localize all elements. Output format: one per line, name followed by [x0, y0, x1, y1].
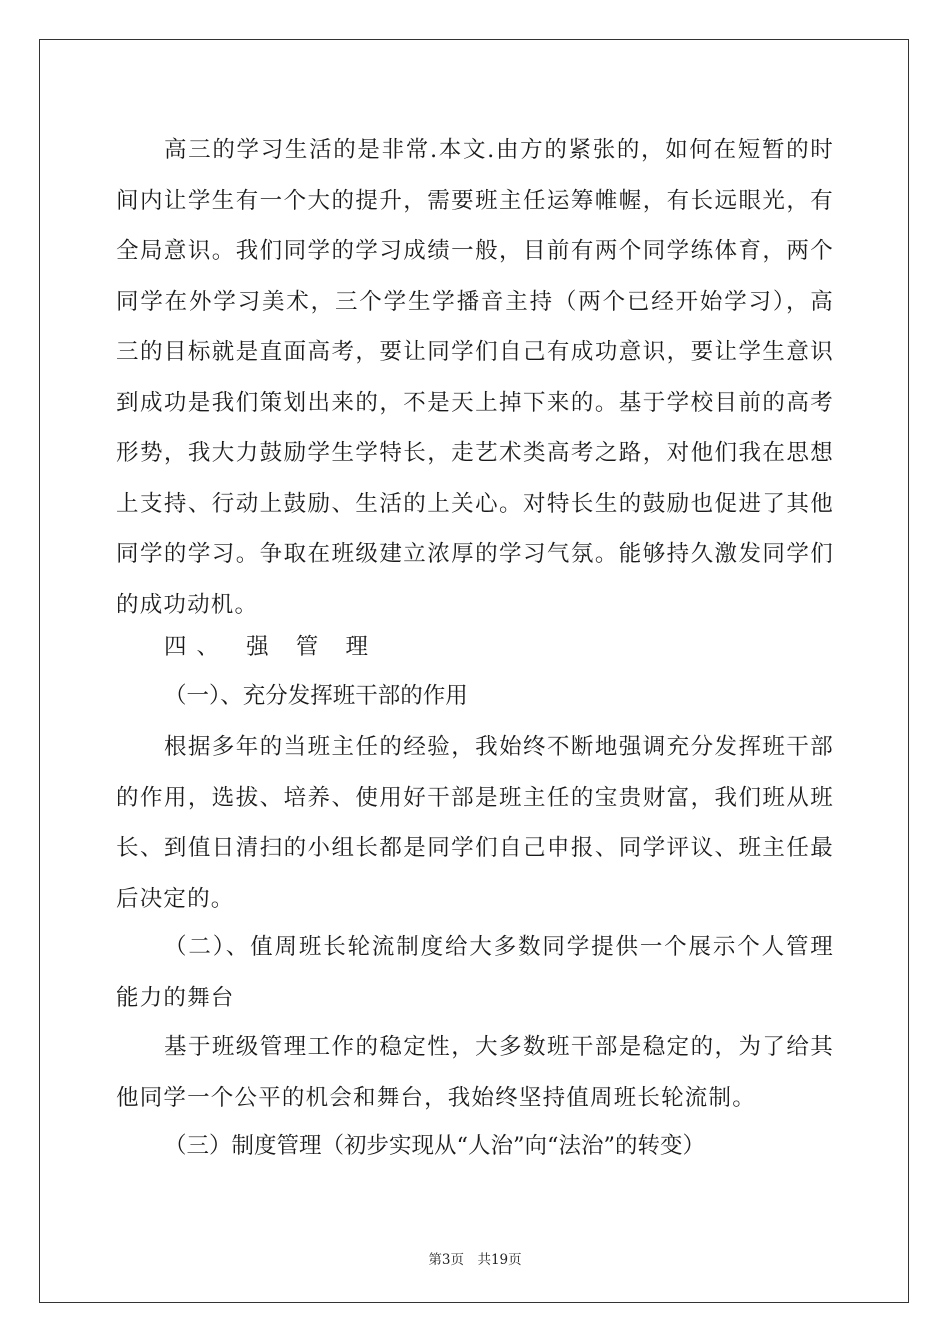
section-heading-strengthen-management: 四、 强 管 理 — [164, 634, 378, 660]
page-number-footer: 第3页 共19页 — [428, 1252, 522, 1268]
subheading-class-cadres: （一）、充分发挥班干部的作用 — [164, 683, 468, 709]
paragraph-class-cadres: 根据多年的当班主任的经验，我始终不断地强调充分发挥班干部的作用，选拔、培养、使用好干部是班主任的宝贵财富，我们班从班长、到值日清扫的小组长都是同学们自己申报、同学评议、班主任最后决定的。 — [116, 734, 834, 912]
paragraph-weekly-monitor: 基于班级管理工作的稳定性，大多数班干部是稳定的，为了给其他同学一个公平的机会和舞台，我始终坚持值周班长轮流制。 — [116, 1034, 834, 1111]
subheading-weekly-monitor: （二）、值周班长轮流制度给大多数同学提供一个展示个人管理能力的舞台 — [116, 934, 834, 1011]
subheading-system-management: （三）制度管理（初步实现从“人治”向“法治”的转变） — [164, 1133, 706, 1159]
paragraph-senior-year-study: 高三的学习生活的是非常.本文.由方的紧张的，如何在短暂的时间内让学生有一个大的提升，需要班主任运筹帷幄，有长远眼光，有全局意识。我们同学的学习成绩一般，目前有两个同学练体育，两个同学在外学习美术，三个学生学播音主持（两个已经开始学习），高三的目标就是直面高考，要让同学们自己有成功意识，要让学生意识到成功是我们策划出来的，不是天上掉下来的。基于学校目前的高考形势，我大力鼓励学生学特长，走艺术类高考之路，对他们我在思想上支持、行动上鼓励、生活的上关心。对特长生的鼓励也促进了其他同学的学习。争取在班级建立浓厚的学习气氛。能够持久激发同学们的成功动机。 — [116, 137, 834, 618]
